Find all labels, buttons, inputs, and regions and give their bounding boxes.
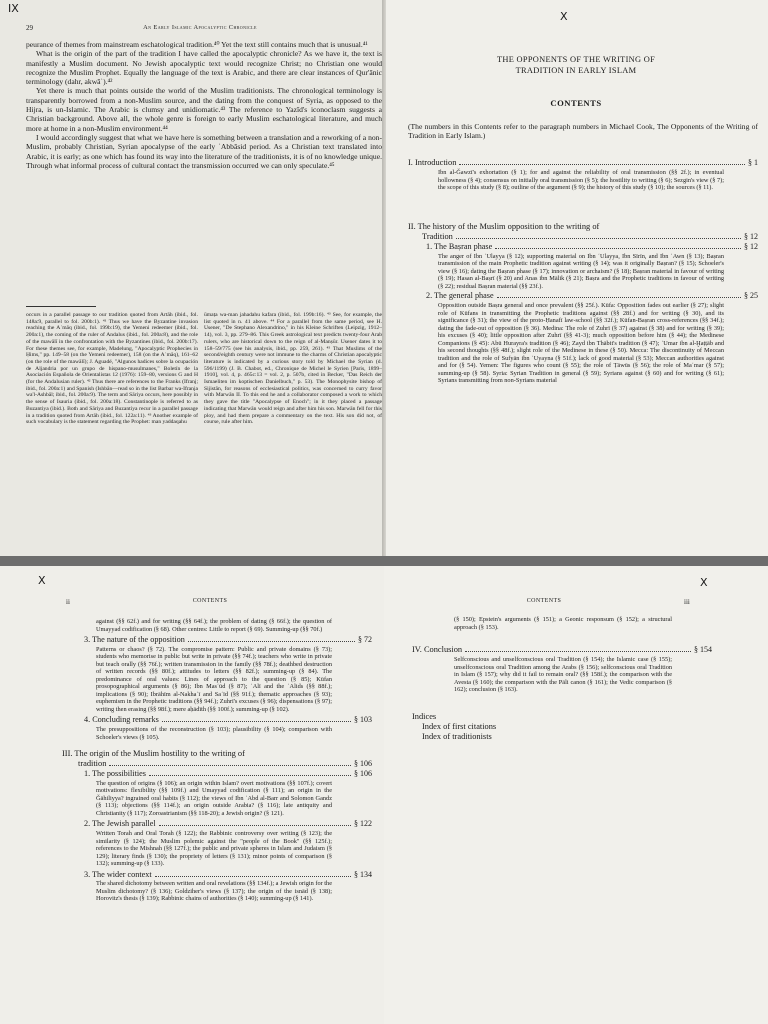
toc-entry-ref: § 12 bbox=[744, 242, 758, 251]
toc-entry-label: 2. The Jewish parallel bbox=[84, 819, 156, 829]
running-head: An Early Islamic Apocalyptic Chronicle bbox=[143, 24, 257, 31]
toc-entry[interactable] bbox=[408, 158, 758, 168]
toc-entry-ref: § 154 bbox=[694, 645, 712, 654]
toc-entry-label: 3. The wider context bbox=[84, 869, 152, 879]
running-head: CONTENTS bbox=[192, 598, 228, 604]
chapter-title bbox=[416, 54, 736, 76]
toc-entry-description: Patterns or chaos? (§ 72). The compromise pattern: Public and private domains (§ 73); students who memorise in public but write in private (§§ 74f.); teachers who write in private but teach orally (§§ 76f.); written transmission in the family (§§ 78f.); deathbed destruction of written records (§§ 80f.); attitudes to letters (§§ 82f.); summing-up (§ 84). The predominance of oral values: Lines of approach to the question (§ 85); Kūfan prosopographical arguments (§ 86); Ibn Masʿūd (§ 87); ʿAlī and the ʿAlids (§§ 88f.); implications (§ 90); Ibrāhīm al-Nakhaʿī and Saʿīd (§§ 91f.); thematic approaches (§ 93); euphemism in the Prophetic traditions (§§ 94f.); Zuhrī's excuses (§ 96); dispensations (§ 97); writing then erasing (§§ 98f.); mere aḥādīth (§§ 100f.); summing-up (§ 102). bbox=[96, 645, 332, 713]
toc-entry-description: The presuppositions of the reconstruction (§ 103); plausibility (§ 104); comparison with Schoeler's views (§ 105). bbox=[96, 726, 332, 741]
toc-entry-ref: § 25 bbox=[744, 291, 758, 301]
toc-entry-ref: § 1 bbox=[748, 158, 758, 167]
leader-dots bbox=[162, 721, 351, 722]
toc-entry[interactable] bbox=[62, 635, 372, 645]
toc-entry-label: 1. The possibilities bbox=[84, 769, 146, 779]
page-x-contents bbox=[386, 0, 768, 556]
toc-entry-label: 1. The Baṣran phase bbox=[426, 242, 493, 251]
index-entry[interactable]: Index of traditionists bbox=[422, 731, 492, 741]
toc-entry-label: 3. The nature of the opposition bbox=[84, 635, 185, 644]
footnote-text: ūmaṭa wa-man jahadahu kafara (ibid., fol. 199b:16). ⁴³ See, for example, the list quoted in n. 41 above. ⁴⁴ For a parallel from the same period, see H. Usener, "De Stephano Alexandrino," in his Kleine Schriften (Leipzig, 1912–14), vol. 3, pp. 279–86. This Greek astrological text predicts twenty-four Arab rulers, who are historical down to the reign of al-Manṣūr. Usener dates it to 158–59/775 (see his analysis, ibid., pp. 259, 261). ⁴⁵ That Muslims of the second/eighth century were not immune to the charms of Christian apocalyptic literature is indicated by a curious story told by Michael the Syrian (d. 596/1199) (J. B. Chabot, ed., Chronique de Michel le Syrien [Paris, 1899–1910], vol. 4, p. 465c:13 = vol. 2, p. 507b, cited in Becker, "Das Reich der Ismaeliten im koptischen Danielbuch," p. 53). The Monophysite bishop of Sijistān, for reasons of ecclesiastical politics, was concerned to curry favor with Marwān II. To this end he and a collaborator composed a work to which they gave the title "Apocalypse of Enoch"; in it they placed a passage indicating that Marwān would reign and after him his son. Marwān fell for this ploy, and had them prepare a commentary on the text. His son did not, of course, rule after him. bbox=[204, 312, 382, 426]
contents-continued bbox=[412, 616, 712, 742]
leader-dots bbox=[465, 651, 691, 652]
leader-dots bbox=[149, 775, 351, 776]
toc-entry[interactable] bbox=[62, 870, 372, 880]
toc-entry[interactable] bbox=[408, 291, 758, 301]
chapter-mark: X bbox=[560, 10, 568, 23]
contents-heading: CONTENTS bbox=[550, 98, 602, 108]
contents-continued bbox=[62, 618, 372, 914]
toc-section-history bbox=[408, 222, 758, 502]
toc-entry-description: The anger of Ibn ʿUlayya (§ 12); supporting material on Ibn ʿUlayya, Ibn Sīrīn, and Ibn ʿAwn (§ 13); Baṣran transmission of the main Prophetic tradition against writing (§ 14); was it originally Baṣran? (§ 15); Schoeler's view (§ 16); dating the Baṣran phase (§ 17); innovation or archaism? (§ 18); Baṣran material in favour of writing (§ 19); Hasan al-Baṣrī (§ 20) and Anas ibn Mālik (§ 21); Baṣra and the Prophetic traditions in favour of writing (§ 22); residual Baṣran material (§§ 23f.). bbox=[438, 252, 724, 290]
leader-dots bbox=[109, 765, 351, 766]
toc-entry-label: IV. Conclusion bbox=[412, 645, 463, 654]
leader-dots bbox=[456, 238, 741, 239]
page-contents-ii bbox=[0, 566, 384, 1024]
toc-section-intro bbox=[408, 158, 758, 192]
leader-dots bbox=[159, 825, 351, 826]
toc-entry-ref: § 106 bbox=[354, 759, 372, 769]
toc-entry-description: Ibn al-Ǧawzī's exhortation (§ 1); for and against the reliability of oral transmission (§§ 2f.); in eventual hollowness (§ 4); consensus on initially oral transmission (§ 5); the hostility to writing (§ 6); Sezgin's view (§ 7); the scope of this study (§ 8); outline of the argument (§ 9); the history of this study (§ 10); the sources (§ 11). bbox=[438, 169, 724, 191]
leader-dots bbox=[495, 248, 741, 249]
toc-entry-ref: § 134 bbox=[354, 869, 372, 879]
running-head: CONTENTS bbox=[526, 598, 562, 604]
paragraph: peurance of themes from mainstream eschatological tradition.⁴⁰ Yet the text still contains much that is unusual.⁴¹ bbox=[26, 40, 368, 49]
toc-entry-label: tradition bbox=[78, 759, 107, 769]
toc-entry-description: The shared dichotomy between written and oral revelations (§§ 134f.); a Jewish origin for the Muslim dichotomy? (§ 136); Goldziher's views (§ 137); the origin of the isnād (§ 138); Horovitz's thesis (§ 139); Rabbinic chains of authorities (§ 140); summing-up (§ 141). bbox=[96, 880, 332, 903]
chapter-mark: IX bbox=[8, 2, 19, 15]
paragraph: What is the origin of the part of the tradition I have called the apocalyptic chronicle? As we have it, the text is manifestly a Muslim document. No Jewish apocalyptic text would recognize Christ; no Christian one would recognize the Muslim Prophet. Equally the language of the text is Arabic, and there are clear instances of Qur'ānic terminology (dahr, akwāʾ).⁴² bbox=[26, 49, 382, 87]
page-ix-29 bbox=[0, 0, 386, 556]
footnotes-left bbox=[26, 312, 198, 552]
footnote-text: occurs in a parallel passage to our tradition quoted from Artāh (ibid., fol. 148a:9, parallel to fol. 200b:1). ⁴¹ Thus we have the Byzantine invasion reaching the Aʿmāq (ibid., fol. 199b:19), the Yemeni redeemer (ibid., fol. 200a:1), the coming of the ruler of Andalus (ibid., fol. 200a:8), and the role of the mawālī in the confrontation with the Byzantines (ibid., fol. 200b:17). For these themes see, for example, Madelung, "Apocalyptic Prophecies in Ḥims," pp. 149–58 (on the Yemeni redeemer), 158 (on the Aʿmāq), 161–62 (on the role of the mawālī); J. Aguadé, "Algunos hadices sobre la ocupación de Aljandria por un grupo de hispano-musulmanes," Boletín de la Asociación Española de Orientalistas 12 (1976): 159–80, versions G and H (for the Andalusian ruler). ⁴² Thus there are references to the Franks (Ifranj; ibid., fol. 200a:1) and Spanish (Ishbān—read so in the list Barbar wa-Ifranja wa'l-Ashbāl; ibid., fol. 200a:9). The term and Sāriya occurs, here possibly in the sense of Isauria (ibid., fol. 200a:18). Constantinople is referred to as Buzantiya (ibid.). Both and Sāriya and Buzantiya recur in a parallel passage in a tradition quoted from Artāh (ibid., fol. 122a:11). ⁴³ Another example of such vocabulary is the statement regarding the Prophet: man yaddaqahu bbox=[26, 312, 198, 426]
toc-entry-ref: § 106 bbox=[354, 769, 372, 779]
toc-entry[interactable] bbox=[62, 769, 372, 779]
paragraph: I would accordingly suggest that what we have here is something between a translation and a reworking of a non-Muslim, probably Christian, Syrian apocalypse of the early ʿAbbāsid period. As a Christian text translated into Arabic, it is early; as one which has found its way into the literature of the traditionists, it is of no knowledge unique. Through what informal process of cultural contact the transmission occurred we can only speculate.⁴⁵ bbox=[26, 132, 382, 170]
toc-entry-ref: § 72 bbox=[358, 635, 372, 644]
leader-dots bbox=[459, 164, 745, 165]
toc-entry-label: II. The history of the Muslim opposition to the writing of bbox=[408, 222, 600, 231]
toc-entry-description: against (§§ 62f.) and for writing (§§ 64f.); the problem of dating (§ 66f.); the question of Umayyad codification (§ 68). Other centres: Little to report (§ 69). Summing-up (§§ 70f.) bbox=[96, 618, 332, 633]
leader-dots bbox=[497, 297, 741, 298]
page-number: ii bbox=[66, 598, 70, 606]
scan-separator bbox=[0, 556, 768, 566]
leader-dots bbox=[155, 876, 351, 877]
toc-entry-description: The question of origins (§ 106); an origin within Islam? overt motivations (§§ 107f.); covert motivations: flexibility (§§ 109f.) and Umayyad codification (§ 111); an origin in the Ǧāhiliyya? ingrained oral habits (§ 112); the views of Ibn ʿAbd al-Barr and Solomon Gandz (§ 113); objections (§§ 114f.); an origin outside Arabia? (§ 116); late antiquity and Christianity (§ 117); Zoroastrianism (§§ 118-20); a Jewish origin? (§ 121). bbox=[96, 779, 332, 817]
page-number: 29 bbox=[26, 24, 33, 32]
toc-entry[interactable] bbox=[412, 645, 712, 655]
index-entry[interactable]: Index of first citations bbox=[422, 721, 497, 731]
toc-entry[interactable] bbox=[408, 242, 758, 252]
footnotes-right bbox=[204, 312, 382, 552]
toc-entry-ref: § 12 bbox=[744, 232, 758, 241]
toc-entry-description: Written Torah and Oral Torah (§ 122); the Rabbinic controversy over writing (§ 123); the similarity (§ 124); the Muslim polemic against the "people of the Book" (§§ 125f.); references to the Mishnah (§§ 127f.); the public and private spheres in Islam and Judaism (§ 129); literary finds (§ 130); the propriety of letters (§ 131); minor points of comparison (§ 132); summing-up (§ 133). bbox=[96, 830, 332, 868]
toc-entry-label: III. The origin of the Muslim hostility to the writing of bbox=[62, 749, 245, 759]
chapter-mark: X bbox=[38, 574, 46, 587]
toc-entry-description: Selfconscious and unselfconscious oral Tradition (§ 154); the Islamic case (§ 155); unselfconscious oral Tradition among the Arabs (§ 156); selfconscious oral Tradition in Islam (§ 157); why did it fail to remain oral? (§§ 158f.); the comparison with the Avesta (§ 160); the comparison with the Pāli canon (§ 161); the Vedic comparison (§ 162); conclusion (§ 163). bbox=[454, 656, 672, 693]
page-number: iii bbox=[684, 598, 690, 606]
paragraph: Yet there is much that points outside the world of the Muslim traditionists. The chronological terminology is transparently borrowed from a non-Muslim source, and the dating from the conquest of Syria, as opposed to the Hijra, is un-Islamic. The Arabic is clumsy and unidiomatic.⁴³ The reference to Yazīd's iconoclasm suggests a Christian background. Above all, the whole genre is foreign to early Muslim eschatological literature, and much more at home in a non-Muslim environment.⁴⁴ bbox=[26, 86, 382, 133]
title-line: THE OPPONENTS OF THE WRITING OF bbox=[496, 55, 656, 64]
toc-entry-label: Tradition bbox=[422, 232, 453, 241]
page-contents-iii bbox=[384, 566, 768, 1024]
chapter-mark: X bbox=[700, 576, 708, 589]
title-line: TRADITION IN EARLY ISLAM bbox=[515, 66, 637, 75]
toc-entry[interactable] bbox=[62, 819, 372, 829]
footnote-rule bbox=[26, 306, 96, 307]
toc-entry[interactable] bbox=[62, 715, 372, 725]
toc-entry-ref: § 122 bbox=[354, 819, 372, 829]
toc-entry-label: I. Introduction bbox=[408, 158, 457, 167]
toc-entry[interactable] bbox=[62, 759, 372, 769]
toc-entry[interactable] bbox=[408, 232, 758, 242]
indices-heading[interactable]: Indices bbox=[412, 711, 437, 721]
contents-note: (The numbers in this Contents refer to the paragraph numbers in Michael Cook, The Opponents of the Writing of Tradition in Early Islam.) bbox=[408, 122, 758, 141]
leader-dots bbox=[188, 641, 355, 642]
toc-entry-label: 4. Concluding remarks bbox=[84, 715, 159, 725]
toc-description-clip bbox=[96, 880, 332, 914]
toc-entry-description: (§ 150); Epstein's arguments (§ 151); a Geonic responsum (§ 152); a structural approach (§ 153). bbox=[454, 616, 672, 631]
main-text bbox=[26, 40, 382, 170]
toc-description-clip bbox=[438, 302, 724, 502]
toc-entry-ref: § 103 bbox=[354, 715, 372, 725]
toc-entry-label: 2. The general phase bbox=[426, 291, 494, 301]
toc-entry-description: Opposition outside Baṣra general and once prevalent (§§ 25f.). Kūfa: Opposition fades out earlier (§ 27); slight role of Kūfans in transmitting the Prophetic traditions against (§§ 28f.) and for writing (§ 30), and its significance (§ 31); the view of the proto-Ḥanafī law-school (§§ 32f.); Kūfan-Baṣran cross-references (§§ 34f.); dating the fade-out of opposition (§ 36). Medina: The role of Zuhrī (§ 37) against (§ 38) and for writing (§ 39); his excuses (§ 40); little opposition after Zuhrī (§§ 41-3); much opposition before him (§ 44); the Medinese Companions (§ 45): Abū Hurayra's tradition (§ 46); Zayd ibn Thābit's tradition (§ 47); ʿUmar ibn al-Ḫaṭṭāb and his second thoughts (§§ 48f.); slight role of the Medinese in these (§ 50). Mecca: The discontinuity of Meccan tradition and the role of Sufyān ibn ʿUyayna (§ 51f.); lack of good material (§ 53); Meccan authorities against and for (§ 54). Yemen: The figures who count (§ 55); the role of Ṭāwūs (§ 56); the role of Maʿmar (§ 57); summing-up (§ 58). Syria: Syrian Tradition in general (§ 59); Syrians against (§ 60) and for writing (§ 61); Syrians transmitting from non-Syrians material bbox=[438, 302, 724, 385]
